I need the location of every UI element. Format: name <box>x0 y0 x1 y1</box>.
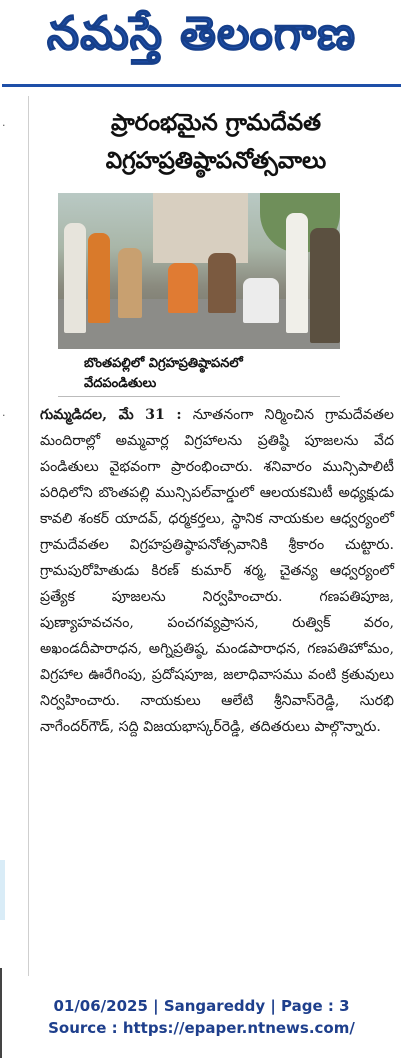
footer-source-link[interactable]: Source : https://epaper.ntnews.com/ <box>48 1019 355 1037</box>
headline-line: విగ్రహప్రతిష్ఠాపనోత్సవాలు <box>105 147 327 174</box>
caption-line: వేదపండితులు <box>84 376 157 391</box>
column-divider <box>28 96 29 976</box>
margin-glyph: · <box>2 119 6 132</box>
caption-line: బొంతపల్లిలో విగ్రహప్రతిష్ఠాపనలో <box>84 356 243 371</box>
photo-person <box>64 223 86 333</box>
caption-divider <box>58 396 340 397</box>
footer-date-edition: 01/06/2025 | Sangareddy | Page : 3 <box>53 997 350 1015</box>
article-headline <box>40 104 392 180</box>
masthead-title: నమస్తే తెలంగాణ <box>46 6 357 60</box>
photo-person <box>310 228 340 343</box>
photo-person <box>88 233 110 323</box>
article-body <box>40 402 394 740</box>
photo-person <box>286 213 308 333</box>
article-body-text: నూతనంగా నిర్మించిన గ్రామదేవతల మందిరాల్లో అమ్మవార్ల విగ్రహాలను ప్రతిష్ఠి పూజలను వేద పండితులు వైభవంగా ప్రారంభించారు. శనివారం మున్సిపాలిటీ పరిధిలోని బొంతపల్లి మున్సిపల్‌వార్డులో ఆలయకమిటీ అధ్యక్షుడు కావలి శంకర్ యాదవ్, ధర్మకర్తలు, స్థానిక నాయకుల ఆధ్వర్యంలో గ్రామదేవతల విగ్రహప్రతిష్ఠాపనోత్సవానికి శ్రీకారం చుట్టారు. గ్రామపురోహితుడు కిరణ్ కుమార్ శర్మ, చైతన్య ఆధ్వర్యంలో ప్రత్యేక పూజలను నిర్వహించారు. గణపతిపూజ, పుణ్యాహవచనం, పంచగవ్యప్రాసన, రుత్విక్ వరం, అఖండదీపారాధన, అగ్నిప్రతిష్ఠ, మండపారాధన, గణపతిహోమం, విగ్రహాల ఊరేగింపు, ప్రదోషపూజ, జలాధివాసము వంటి క్రతువులు నిర్వహించారు. నాయకులు ఆలేటి శ్రీనివాస్‌రెడ్డి, సురభి నాగేందర్‌గౌడ్, సద్ది విజయభాస్కర్‌రెడ్డి, తదితరులు పాల్గొన్నారు. <box>40 407 394 735</box>
article-photo <box>58 193 340 349</box>
photo-caption <box>84 354 324 394</box>
headline-line: ప్రారంభమైన గ్రామదేవత <box>110 109 322 136</box>
page-footer <box>0 995 403 1039</box>
masthead-divider <box>2 84 401 87</box>
photo-person <box>208 253 236 313</box>
adjacent-column-fragment <box>0 90 16 990</box>
article-dateline: గుమ్మడిదల, మే 31 : <box>40 407 182 423</box>
photo-person <box>243 278 279 323</box>
photo-person <box>168 263 198 313</box>
photo-temple <box>153 193 248 263</box>
margin-box <box>0 860 5 920</box>
margin-glyph: · <box>2 409 6 422</box>
photo-person <box>118 248 142 318</box>
